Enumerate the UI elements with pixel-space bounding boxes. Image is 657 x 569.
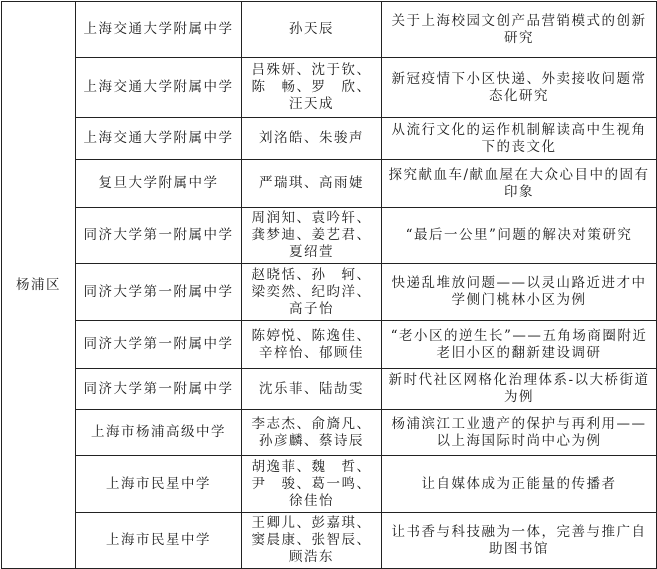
- school-cell: 上海市民星中学: [76, 456, 242, 513]
- school-cell: 上海市杨浦高级中学: [76, 410, 242, 456]
- school-cell: 同济大学第一附属中学: [76, 369, 242, 410]
- student-names-cell: 吕殊妍、沈于钦、陈 畅、罗 欣、汪天成: [242, 58, 382, 118]
- student-names-cell: 李志杰、俞旖凡、孙彦麟、蔡诗辰: [242, 410, 382, 456]
- student-names-cell: 周润知、袁吟轩、龚梦迪、姜艺君、夏绍萱: [242, 208, 382, 264]
- table-row: [2, 369, 657, 410]
- research-topic-cell: 让书香与科技融为一体，完善与推广自助图书馆: [382, 513, 657, 569]
- table-row: [2, 208, 657, 264]
- student-names-cell: 孙天辰: [242, 2, 382, 58]
- student-names-cell: 王卿儿、彭嘉琪、窦晨康、张智辰、顾浩东: [242, 513, 382, 569]
- district-cell: 杨浦区: [2, 2, 76, 569]
- school-cell: 上海交通大学附属中学: [76, 118, 242, 160]
- school-cell: 同济大学第一附属中学: [76, 208, 242, 264]
- school-cell: 复旦大学附属中学: [76, 160, 242, 208]
- school-cell: 上海交通大学附属中学: [76, 2, 242, 58]
- school-cell: 同济大学第一附属中学: [76, 264, 242, 321]
- table-row: [2, 456, 657, 513]
- table-row: [2, 321, 657, 369]
- research-topic-cell: 从流行文化的运作机制解读高中生视角下的丧文化: [382, 118, 657, 160]
- school-cell: 上海交通大学附属中学: [76, 58, 242, 118]
- research-topic-cell: 杨浦滨江工业遗产的保护与再利用——以上海国际时尚中心为例: [382, 410, 657, 456]
- school-cell: 上海市民星中学: [76, 513, 242, 569]
- research-topic-cell: 关于上海校园文创产品营销模式的创新研究: [382, 2, 657, 58]
- student-names-cell: 刘洺皓、朱骏声: [242, 118, 382, 160]
- research-topic-cell: 新时代社区网格化治理体系-以大桥街道为例: [382, 369, 657, 410]
- research-topic-cell: 让自媒体成为正能量的传播者: [382, 456, 657, 513]
- research-topic-cell: “老小区的逆生长”——五角场商圈附近老旧小区的翻新建设调研: [382, 321, 657, 369]
- student-names-cell: 赵晓恬、孙 轲、梁奕然、纪昀洋、高子怡: [242, 264, 382, 321]
- table-row: [2, 118, 657, 160]
- research-topic-cell: “最后一公里”问题的解决对策研究: [382, 208, 657, 264]
- project-table: [1, 1, 657, 569]
- student-names-cell: 胡逸菲、魏 哲、尹 骏、葛一鸣、徐佳怡: [242, 456, 382, 513]
- student-names-cell: 严瑞琪、高雨婕: [242, 160, 382, 208]
- school-cell: 同济大学第一附属中学: [76, 321, 242, 369]
- student-names-cell: 陈婷悦、陈逸佳、辛梓怡、郁顾佳: [242, 321, 382, 369]
- table-row: [2, 264, 657, 321]
- table-row: [2, 58, 657, 118]
- table-row: [2, 2, 657, 58]
- table-row: [2, 160, 657, 208]
- table-row: [2, 513, 657, 569]
- research-topic-cell: 新冠疫情下小区快递、外卖接收问题常态化研究: [382, 58, 657, 118]
- student-names-cell: 沈乐菲、陆劼雯: [242, 369, 382, 410]
- research-topic-cell: 快递乱堆放问题——以灵山路近进才中学侧门桃林小区为例: [382, 264, 657, 321]
- table-row: [2, 410, 657, 456]
- research-topic-cell: 探究献血车/献血屋在大众心目中的固有印象: [382, 160, 657, 208]
